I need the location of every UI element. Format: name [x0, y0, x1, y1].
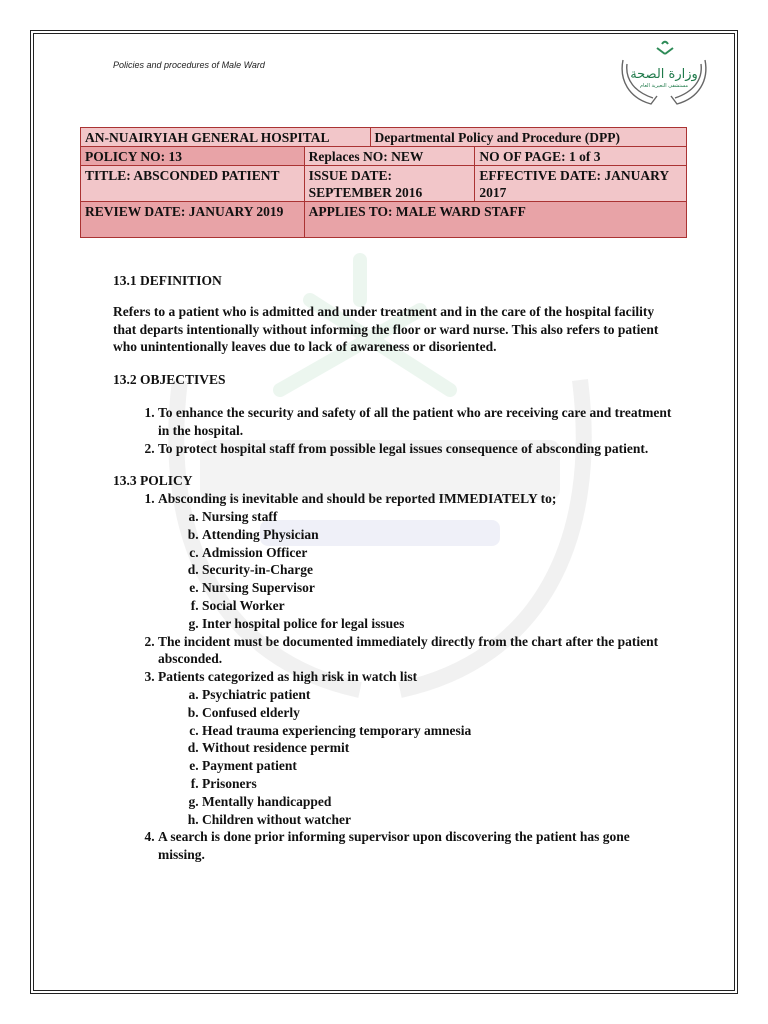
objectives-list: [113, 404, 673, 457]
report-to-item: g. Inter hospital police for legal issues: [202, 615, 673, 633]
policy-no-cell: POLICY NO: 13: [81, 147, 305, 166]
policy-item-text: Absconding is inevitable and should be reported IMMEDIATELY to;: [158, 491, 557, 507]
objective-item: 2. To protect hospital staff from possible legal issues consequence of absconding patient.: [158, 440, 673, 458]
definition-heading: 13.1 DEFINITION: [113, 273, 222, 288]
report-to-item: d. Security-in-Charge: [202, 561, 673, 579]
report-to-item: b. Attending Physician: [202, 526, 673, 544]
no-of-page-cell: NO OF PAGE: 1 of 3: [475, 147, 687, 166]
policy-list: [113, 490, 673, 864]
applies-to-cell: APPLIES TO: MALE WARD STAFF: [304, 202, 686, 238]
report-to-item: c. Admission Officer: [202, 544, 673, 562]
hospital-name-cell: AN-NUAIRYIAH GENERAL HOSPITAL: [81, 128, 371, 147]
logo-arabic-sub: مستشفى النعيرية العام: [639, 83, 689, 89]
issue-date-cell: ISSUE DATE: SEPTEMBER 2016: [304, 166, 475, 202]
high-risk-item: c. Head trauma experiencing temporary amnesia: [202, 722, 673, 740]
high-risk-item: f. Prisoners: [202, 775, 673, 793]
high-risk-item: b. Confused elderly: [202, 704, 673, 722]
report-to-item: a. Nursing staff: [202, 508, 673, 526]
policy-item: 2. The incident must be documented immediately directly from the chart after the patient absconded.: [158, 633, 673, 669]
dpp-cell: Departmental Policy and Procedure (DPP): [370, 128, 686, 147]
header-text: Policies and procedures of Male Ward: [113, 60, 265, 70]
policy-info-table: [80, 127, 687, 238]
high-risk-item: a. Psychiatric patient: [202, 686, 673, 704]
effective-date-cell: EFFECTIVE DATE: JANUARY 2017: [475, 166, 687, 202]
policy-item: 4. A search is done prior informing supervisor upon discovering the patient has gone missing.: [158, 828, 673, 864]
objective-item: 1. To enhance the security and safety of all the patient who are receiving care and treatment in the hospital.: [158, 404, 673, 440]
policy-item: [158, 668, 673, 828]
logo-arabic-title: وزارة الصحة: [630, 67, 698, 82]
report-to-item: e. Nursing Supervisor: [202, 579, 673, 597]
report-to-list: [158, 508, 673, 633]
review-date-cell: REVIEW DATE: JANUARY 2019: [81, 202, 305, 238]
high-risk-item: g. Mentally handicapped: [202, 793, 673, 811]
high-risk-item: h. Children without watcher: [202, 811, 673, 829]
policy-item: [158, 490, 673, 632]
definition-text: Refers to a patient who is admitted and under treatment and in the care of the hospital facility that departs intentionally without informing the floor or ward nurse. This also refers to patient who unintentionally leaves due to lack of awareness or disoriented.: [113, 303, 659, 355]
logo-swords-icon: [657, 48, 673, 54]
report-to-item: f. Social Worker: [202, 597, 673, 615]
title-cell: TITLE: ABSCONDED PATIENT: [81, 166, 305, 202]
document-body: [113, 272, 673, 864]
policy-heading: 13.3 POLICY: [113, 473, 193, 489]
replaces-cell: Replaces NO: NEW: [304, 147, 475, 166]
policy-item-text: Patients categorized as high risk in watch list: [158, 669, 418, 685]
ministry-logo: [617, 40, 711, 110]
objectives-heading: 13.2 OBJECTIVES: [113, 372, 226, 388]
high-risk-item: e. Payment patient: [202, 757, 673, 775]
high-risk-item: d. Without residence permit: [202, 739, 673, 757]
high-risk-list: [158, 686, 673, 828]
